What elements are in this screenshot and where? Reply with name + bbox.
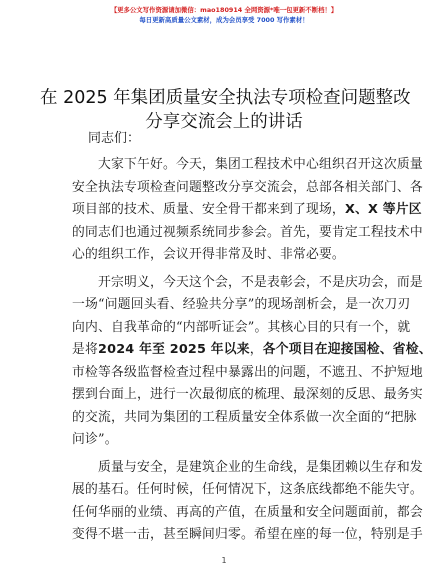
promo-banner: [0, 5, 448, 26]
bold-text: X、X 等片区: [344, 202, 422, 217]
bold-text: 各个项目在迎接国检、省检、: [262, 342, 432, 357]
paragraph-2: [72, 272, 432, 452]
banner-line-2: 每日更新高质量公文素材，成为会员享受 7000 写作素材！: [139, 16, 309, 24]
paragraph-line: 任何华丽的业绩、再高的产值，在质量和安全问题面前，都会: [72, 504, 423, 520]
page-number: 1: [221, 556, 227, 565]
title-line-1: 在 2025 年集团质量安全执法专项检查问题整改: [40, 88, 411, 108]
paragraph-line: 市检等各级监督检查过程中暴露出的问题，不遮丑、不护短地: [72, 364, 423, 380]
line-text: 项目部的技术、质量、安全骨干都来到了现场，: [72, 202, 345, 217]
paragraph-line: 展的基石。任何时候，任何情况下，这条底线都绝不能失守。: [72, 482, 423, 497]
paragraph-line: 安全执法专项检查问题整改分享交流会，总部各相关部门、各: [72, 179, 423, 195]
paragraph-line: 开宗明义，今天这个会，不是表彰会，不是庆功会，而是: [98, 274, 423, 290]
banner-line-1: 【更多公文写作资源请加微信：mao180914 全网资源*唯一包更新不断档！】: [110, 6, 338, 14]
paragraph-1: [72, 154, 423, 267]
paragraph-line: 大家下午好。今天，集团工程技术中心组织召开这次质量: [98, 157, 423, 172]
line-text: 是将: [72, 342, 98, 357]
paragraph-line: 的交流，共同为集团的工程质量安全体系做一次全面的“把脉: [72, 409, 417, 425]
paragraph-3: [72, 457, 423, 547]
paragraph-line: 问诊”。: [72, 432, 118, 447]
paragraph-line: [72, 339, 432, 362]
paragraph-line: [72, 199, 422, 222]
paragraph-line: 向内、自我革命的“内部听证会”。其核心目的只有一个，就: [72, 319, 411, 335]
paragraph-line: 的同志们也通过视频系统同步参会。首先，要肯定工程技术中: [72, 224, 423, 240]
paragraph-line: 摆到台面上，进行一次最彻底的梳理、最深刻的反思、最务实: [72, 387, 423, 402]
paragraph-line: 一场“问题回头看、经验共分享”的现场剖析会，是一次刀刃: [72, 297, 411, 312]
bold-text: 2024 年至 2025 年以来: [98, 342, 250, 357]
paragraph-line: 变得不堪一击，甚至瞬间归零。希望在座的每一位，特别是手: [72, 527, 423, 542]
line-text: ，: [249, 342, 263, 357]
title-line-2: 分享交流会上的讲话: [145, 112, 303, 132]
paragraph-line: 心的组织工作，会议开得非常及时、非常必要。: [72, 247, 345, 262]
paragraph-line: 质量与安全，是建筑企业的生命线，是集团赖以生存和发: [98, 459, 423, 475]
document-body: [72, 126, 432, 552]
salutation: 同志们：: [88, 131, 141, 146]
